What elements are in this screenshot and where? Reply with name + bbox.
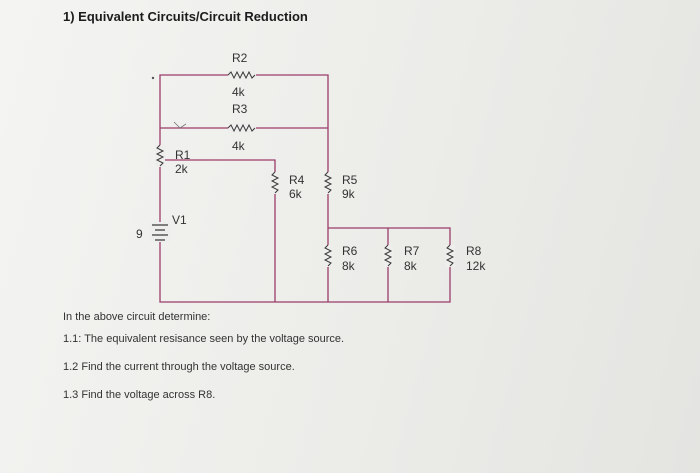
- label-r7-name: R7: [404, 244, 420, 258]
- label-r4-value: 6k: [289, 187, 302, 201]
- label-r1-name: R1: [175, 148, 191, 162]
- label-r3-value: 4k: [232, 139, 245, 153]
- label-r8-name: R8: [466, 244, 482, 258]
- resistor-r8-symbol: [445, 245, 455, 267]
- label-r8-value: 12k: [466, 259, 486, 273]
- junction-dot: [152, 77, 154, 79]
- voltage-source-symbol: [150, 222, 170, 242]
- cursor-arrow-icon: [174, 122, 186, 128]
- label-v1-value: 9: [136, 227, 143, 241]
- resistor-r3-symbol: [228, 123, 256, 133]
- question-1-1: 1.1: The equivalent resisance seen by the voltage source.: [63, 333, 345, 345]
- label-r3-name: R3: [232, 102, 248, 116]
- resistor-r1-symbol: [155, 145, 165, 167]
- label-r4-name: R4: [289, 173, 305, 187]
- page-title: 1) Equivalent Circuits/Circuit Reduction: [63, 9, 308, 24]
- label-r6-name: R6: [342, 244, 358, 258]
- resistor-r7-symbol: [383, 245, 393, 267]
- question-1-2: 1.2 Find the current through the voltage source.: [63, 361, 295, 373]
- label-r2-name: R2: [232, 51, 248, 65]
- resistor-r4-symbol: [270, 172, 280, 194]
- label-r5-name: R5: [342, 173, 358, 187]
- resistor-r5-symbol: [323, 172, 333, 194]
- label-v1-name: V1: [172, 213, 187, 227]
- label-r1-value: 2k: [175, 162, 188, 176]
- label-r7-value: 8k: [404, 259, 417, 273]
- resistor-r2-symbol: [228, 70, 256, 80]
- question-intro: In the above circuit determine:: [63, 311, 211, 323]
- label-r6-value: 8k: [342, 259, 355, 273]
- label-r5-value: 9k: [342, 187, 355, 201]
- label-r2-value: 4k: [232, 85, 245, 99]
- question-1-3: 1.3 Find the voltage across R8.: [63, 389, 216, 401]
- resistor-r6-symbol: [323, 245, 333, 267]
